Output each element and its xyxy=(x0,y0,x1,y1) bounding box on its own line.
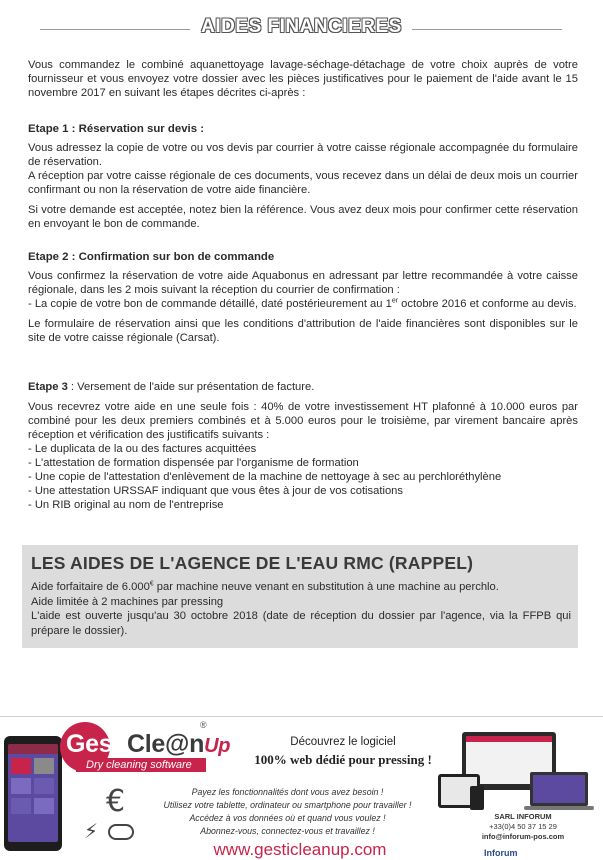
feature-item: Utilisez votre tablette, ordinateur ou smartphone pour travailler ! xyxy=(163,800,412,810)
step2-section xyxy=(28,250,578,345)
ad-top-rule xyxy=(0,716,603,717)
agence-text xyxy=(31,580,571,638)
agence-line-2: Aide limitée à 2 machines par pressing xyxy=(31,595,224,608)
page-title: AIDES FINANCIERES xyxy=(201,16,402,37)
company-name: SARL INFORUM xyxy=(494,812,552,821)
ad-website-link[interactable]: www.gesticleanup.com xyxy=(213,840,387,859)
laptop-image xyxy=(530,772,588,806)
smartphone-image xyxy=(4,736,62,851)
inforum-logo: Inforum xyxy=(484,848,518,858)
agence-title: LES AIDES DE L'AGENCE DE L'EAU RMC (RAPPEL) xyxy=(31,553,474,573)
euro-icon: € xyxy=(106,784,126,819)
feature-item: Payez les fonctionnalités dont vous avez besoin ! xyxy=(191,787,384,797)
mini-phone-image xyxy=(470,786,484,810)
step3-section xyxy=(28,380,578,512)
step2-heading: Etape 2 : Confirmation sur bon de commande xyxy=(28,251,275,263)
ad-features xyxy=(145,786,430,838)
company-phone: +33(0)4 50 37 15 29 xyxy=(489,822,557,831)
step3-heading: Etape 3 : Versement de l'aide sur présentation de facture. xyxy=(28,381,315,393)
feature-item: Abonnez-vous, connectez-vous et travaillez ! xyxy=(200,826,375,836)
step1-p1: Vous adressez la copie de votre ou vos devis par courrier à votre caisse régionale accompagnée du formulaire de réservation. xyxy=(28,142,578,168)
list-item: - Un RIB original au nom de l'entreprise xyxy=(28,499,224,511)
list-item: - Une copie de l'attestation d'enlèvement de la machine de nettoyage à sec au perchloréthylène xyxy=(28,471,502,483)
step1-p3: Si votre demande est acceptée, notez bien la référence. Vous avez deux mois pour confirmer cette réservation en envoyant le bon de commande. xyxy=(28,204,578,230)
step3-p1: Vous recevrez votre aide en une seule fois : 40% de votre investissement HT plafonné à 10.000 euros par combiné pour les deux premiers combinés et à 5.000 euros pour le troisième, par virement bancaire après réception et vérification des justificatifs suivants : xyxy=(28,401,578,441)
feature-item: Accédez à vos données où et quand vous voulez ! xyxy=(189,813,386,823)
agence-line-1: Aide forfaitaire de 6.000€ par machine neuve venant en substitution à une machine au perchlo. xyxy=(31,580,499,593)
step2-p3: Le formulaire de réservation ainsi que les conditions d'attribution de l'aide financières sont disponibles sur le site de votre caisse régionale (Carsat). xyxy=(28,318,578,344)
ad-discover: Découvrez le logiciel xyxy=(290,736,396,748)
title-bar xyxy=(0,14,603,42)
intro-paragraph: Vous commandez le combiné aquanettoyage lavage-séchage-détachage de votre choix auprès de votre fournisseur et vous envoyez votre dossier avec les pièces justificatives pour le paiement de l'aide avant le 15 novembre 2017 en suivant les étapes décrites ci-après : xyxy=(28,59,578,99)
step1-heading: Etape 1 : Réservation sur devis : xyxy=(28,123,204,135)
agence-eau-box xyxy=(22,545,578,648)
registered-mark: ® xyxy=(200,720,207,730)
list-item: - Une attestation URSSAF indiquant que vous êtes à jour de vos cotisations xyxy=(28,485,403,497)
step1-p2: A réception par votre caisse régionale de ces documents, vous recevez dans un délai de deux mois un courrier confirmant ou non la réservation de votre aide financière. xyxy=(28,170,578,196)
brand-logo: GestiCle@nUp xyxy=(66,730,231,758)
laptop-base xyxy=(524,806,594,810)
ad-headline: 100% web dédié pour pressing ! xyxy=(254,752,432,767)
list-item: - L'attestation de formation dispensée par l'organisme de formation xyxy=(28,457,359,469)
agence-line-3: L'aide est ouverte jusqu'au 30 octobre 2018 (date de réception du dossier par l'agence, via la FFPB qui prépare le dossier). xyxy=(31,610,571,637)
step1-section xyxy=(28,122,578,231)
company-email[interactable]: info@inforum-pos.com xyxy=(481,832,565,841)
gesticleanup-ad xyxy=(0,716,603,860)
company-contact xyxy=(458,812,588,842)
step2-p2: - La copie de votre bon de commande détaillé, daté postérieurement au 1er octobre 2016 et conforme au devis. xyxy=(28,297,577,310)
cloud-icon xyxy=(108,824,134,840)
brand-tagline: Dry cleaning software xyxy=(86,759,192,771)
list-item: - Le duplicata de la ou des factures acquittées xyxy=(28,443,257,455)
plug-icon: ⚡ xyxy=(84,819,99,843)
step2-p1: Vous confirmez la réservation de votre aide Aquabonus en adressant par lettre recommandée à votre caisse régionale, dans les 2 mois suivant la réception du courrier de confirmation : xyxy=(28,270,578,296)
